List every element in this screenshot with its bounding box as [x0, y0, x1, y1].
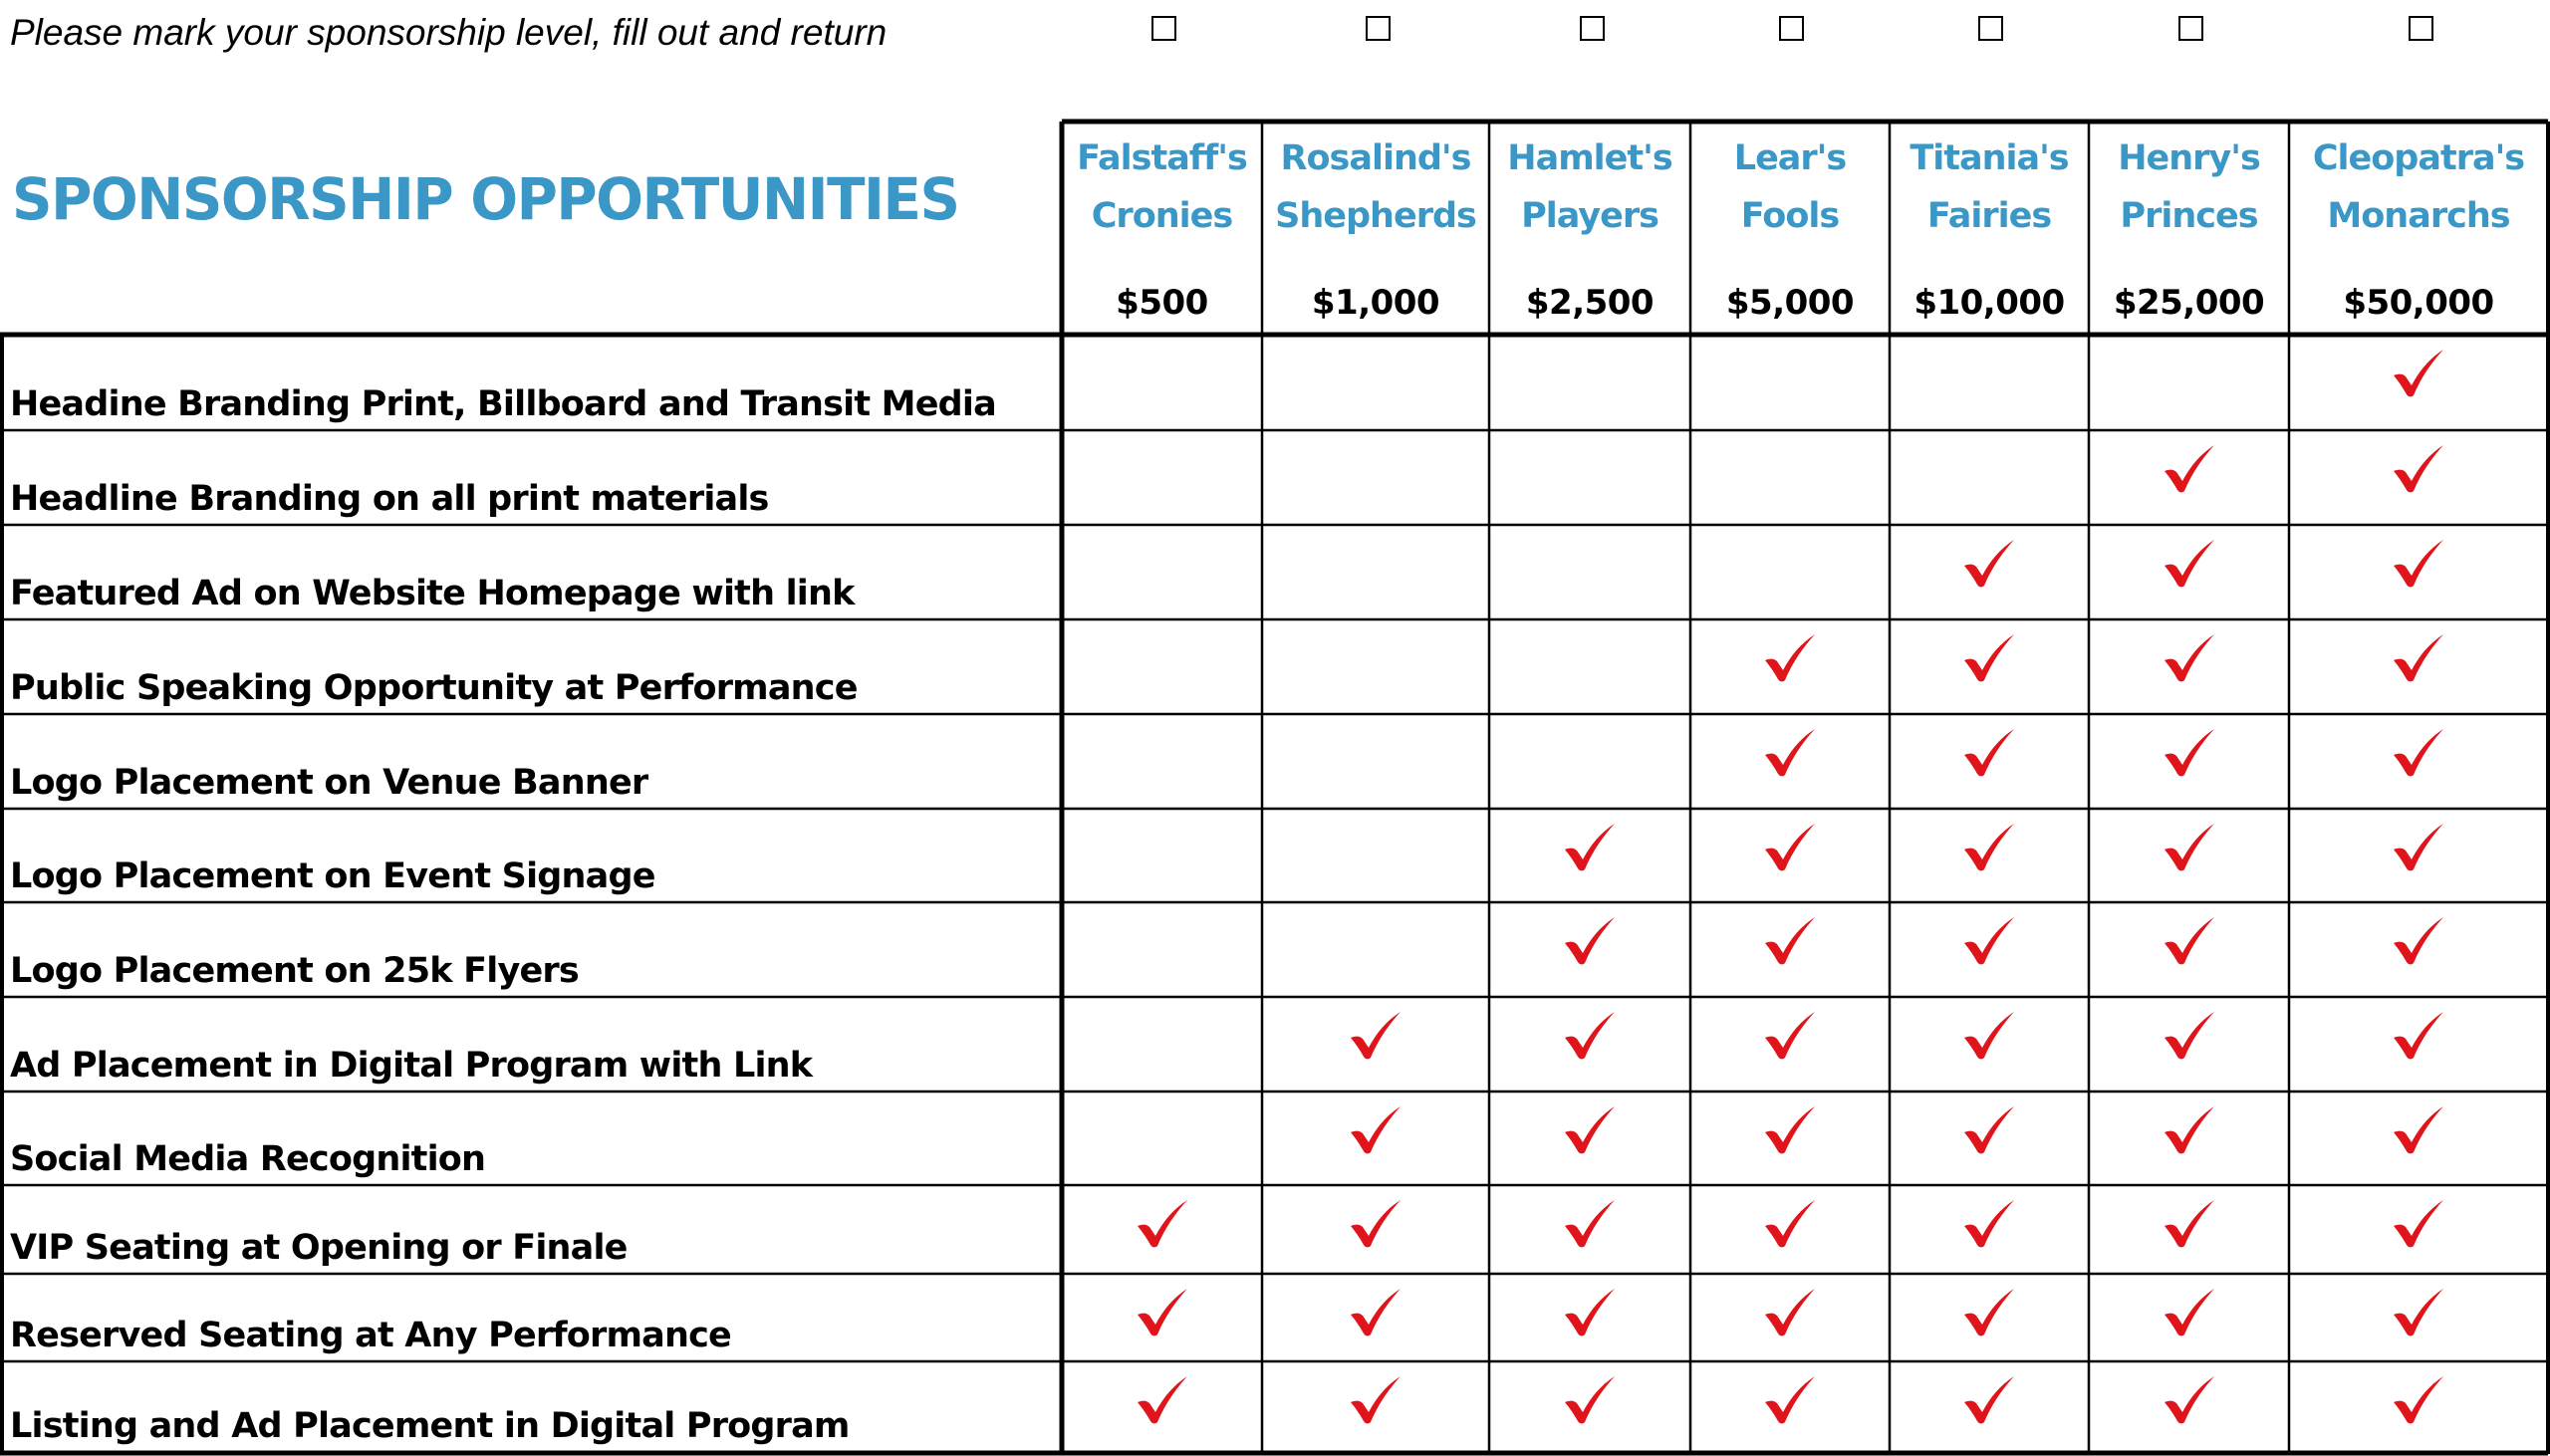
check-icon	[1563, 1105, 1617, 1155]
benefit-label: Public Speaking Opportunity at Performance	[10, 668, 858, 708]
check-icon	[2392, 1105, 2445, 1155]
check-icon	[2163, 1288, 2216, 1337]
check-icon	[1763, 633, 1817, 683]
check-icon	[1563, 1199, 1617, 1249]
tier-header	[2089, 121, 2289, 333]
check-icon	[1349, 1288, 1402, 1337]
tier-header	[1489, 121, 1690, 333]
check-icon	[1763, 1105, 1817, 1155]
benefit-label: Headline Branding on all print materials	[10, 479, 769, 519]
check-icon	[2392, 349, 2445, 398]
tier-name: Hamlet's Players	[1507, 138, 1672, 236]
check-icon	[1136, 1288, 1189, 1337]
tier-price: $25,000	[2113, 283, 2265, 323]
tier-name: Falstaff's Cronies	[1077, 138, 1247, 236]
check-icon	[1962, 728, 2016, 778]
check-icon	[2392, 916, 2445, 966]
check-icon	[2392, 539, 2445, 589]
benefit-label: Logo Placement on 25k Flyers	[10, 951, 579, 991]
check-icon	[1763, 823, 1817, 872]
check-icon	[2163, 1375, 2216, 1425]
check-icon	[2392, 633, 2445, 683]
check-icon	[1962, 1199, 2016, 1249]
check-icon	[2163, 1011, 2216, 1061]
check-icon	[1763, 916, 1817, 966]
check-icon	[2392, 1011, 2445, 1061]
check-icon	[1563, 1011, 1617, 1061]
check-icon	[2392, 444, 2445, 494]
check-icon	[2392, 728, 2445, 778]
check-icon	[2163, 444, 2216, 494]
tier-name: Rosalind's Shepherds	[1275, 138, 1476, 236]
check-icon	[2163, 728, 2216, 778]
check-icon	[1962, 916, 2016, 966]
check-icon	[1136, 1375, 1189, 1425]
tier-header	[1062, 121, 1262, 333]
check-icon	[1563, 916, 1617, 966]
tier-header	[1690, 121, 1890, 333]
check-icon	[1962, 633, 2016, 683]
tier-header	[1890, 121, 2089, 333]
tier-name: Lear's Fools	[1733, 138, 1847, 236]
check-icon	[1349, 1199, 1402, 1249]
benefit-label: Listing and Ad Placement in Digital Program	[10, 1406, 850, 1446]
benefit-label: VIP Seating at Opening or Finale	[10, 1228, 628, 1268]
benefit-label: Featured Ad on Website Homepage with link	[10, 574, 855, 613]
check-icon	[1962, 1011, 2016, 1061]
page-title: SPONSORSHIP OPPORTUNITIES	[12, 165, 959, 233]
check-icon	[1962, 1105, 2016, 1155]
check-icon	[1763, 1375, 1817, 1425]
check-icon	[1962, 1288, 2016, 1337]
check-icon	[1763, 728, 1817, 778]
check-icon	[1563, 1375, 1617, 1425]
tier-price: $1,000	[1311, 283, 1440, 323]
check-icon	[1962, 1375, 2016, 1425]
tier-price: $50,000	[2343, 283, 2494, 323]
tier-header	[1262, 121, 1489, 333]
check-icon	[2163, 823, 2216, 872]
benefit-label: Headine Branding Print, Billboard and Transit Media	[10, 384, 996, 424]
check-icon	[2163, 916, 2216, 966]
benefit-label: Ad Placement in Digital Program with Link	[10, 1046, 813, 1086]
tier-name: Titania's Fairies	[1910, 138, 2069, 236]
check-icon	[2163, 1105, 2216, 1155]
check-icon	[1763, 1199, 1817, 1249]
check-icon	[1962, 823, 2016, 872]
check-icon	[2392, 1288, 2445, 1337]
check-icon	[1349, 1105, 1402, 1155]
check-icon	[1763, 1288, 1817, 1337]
check-icon	[1349, 1011, 1402, 1061]
check-icon	[2392, 823, 2445, 872]
check-icon	[2392, 1199, 2445, 1249]
check-icon	[1136, 1199, 1189, 1249]
tier-price: $10,000	[1913, 283, 2065, 323]
benefit-label: Logo Placement on Venue Banner	[10, 763, 648, 803]
check-icon	[1962, 539, 2016, 589]
check-icon	[1563, 823, 1617, 872]
benefit-label: Reserved Seating at Any Performance	[10, 1316, 731, 1355]
tier-header	[2289, 121, 2548, 333]
tier-price: $2,500	[1525, 283, 1655, 323]
check-icon	[1563, 1288, 1617, 1337]
tier-price: $5,000	[1725, 283, 1855, 323]
tier-name: Henry's Princes	[2118, 138, 2260, 236]
instruction-text: Please mark your sponsorship level, fill out and return	[10, 12, 888, 53]
tier-price: $500	[1116, 283, 1208, 323]
check-icon	[1349, 1375, 1402, 1425]
benefit-label: Social Media Recognition	[10, 1139, 486, 1179]
tier-name: Cleopatra's Monarchs	[2312, 138, 2525, 236]
check-icon	[2163, 539, 2216, 589]
check-icon	[2392, 1375, 2445, 1425]
benefit-label: Logo Placement on Event Signage	[10, 856, 655, 896]
check-icon	[1763, 1011, 1817, 1061]
check-icon	[2163, 1199, 2216, 1249]
check-icon	[2163, 633, 2216, 683]
